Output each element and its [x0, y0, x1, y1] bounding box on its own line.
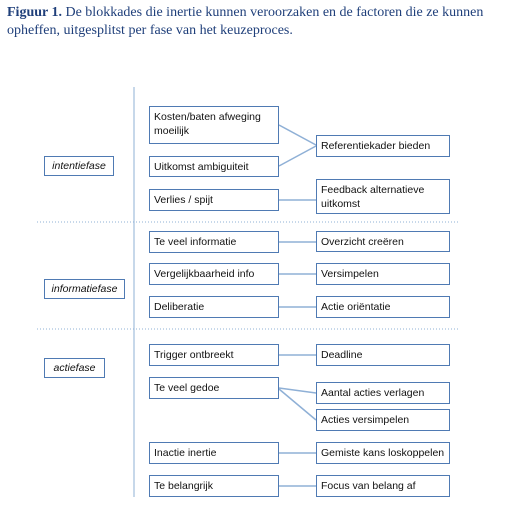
- blocker-kosten-baten: Kosten/baten afweging moeilijk: [149, 106, 279, 144]
- solution-gemiste-kans-loskoppelen: Gemiste kans loskoppelen: [316, 442, 450, 464]
- connector-uitkomst-referentiekader: [279, 146, 316, 166]
- solution-focus-van-belang-af: Focus van belang af: [316, 475, 450, 497]
- connector-kosten-referentiekader: [279, 125, 316, 145]
- blocker-verlies-spijt: Verlies / spijt: [149, 189, 279, 211]
- solution-feedback-alternatieve-uitkomst: Feedback alternatieve uitkomst: [316, 179, 450, 214]
- connector-gedoe-actiesversimpelen: [279, 389, 316, 420]
- solution-actie-orientatie: Actie oriëntatie: [316, 296, 450, 318]
- blocker-trigger-ontbreekt: Trigger ontbreekt: [149, 344, 279, 366]
- figure-caption-text: De blokkades die inertie kunnen veroorzaken en de factoren die ze kunnen opheffen, uitgesplitst per fase van het keuzeproces.: [7, 5, 484, 38]
- connector-gedoe-aantalacties: [279, 388, 316, 393]
- blocker-te-veel-gedoe: Te veel gedoe: [149, 377, 279, 399]
- phase-label-actiefase: actiefase: [44, 358, 105, 378]
- phase-label-informatiefase: informatiefase: [44, 279, 125, 299]
- solution-referentiekader-bieden: Referentiekader bieden: [316, 135, 450, 157]
- blocker-uitkomst-ambiguiteit: Uitkomst ambiguiteit: [149, 156, 279, 177]
- blocker-deliberatie: Deliberatie: [149, 296, 279, 318]
- blocker-te-belangrijk: Te belangrijk: [149, 475, 279, 497]
- figure-caption-label: Figuur 1.: [7, 5, 62, 20]
- phase-label-intentiefase: intentiefase: [44, 156, 114, 176]
- blocker-vergelijkbaarheid-info: Vergelijkbaarheid info: [149, 263, 279, 285]
- blocker-te-veel-informatie: Te veel informatie: [149, 231, 279, 253]
- solution-overzicht-creeren: Overzicht creëren: [316, 231, 450, 252]
- solution-versimpelen: Versimpelen: [316, 263, 450, 285]
- solution-deadline: Deadline: [316, 344, 450, 366]
- solution-aantal-acties-verlagen: Aantal acties verlagen: [316, 382, 450, 404]
- solution-acties-versimpelen: Acties versimpelen: [316, 409, 450, 431]
- blocker-inactie-inertie: Inactie inertie: [149, 442, 279, 464]
